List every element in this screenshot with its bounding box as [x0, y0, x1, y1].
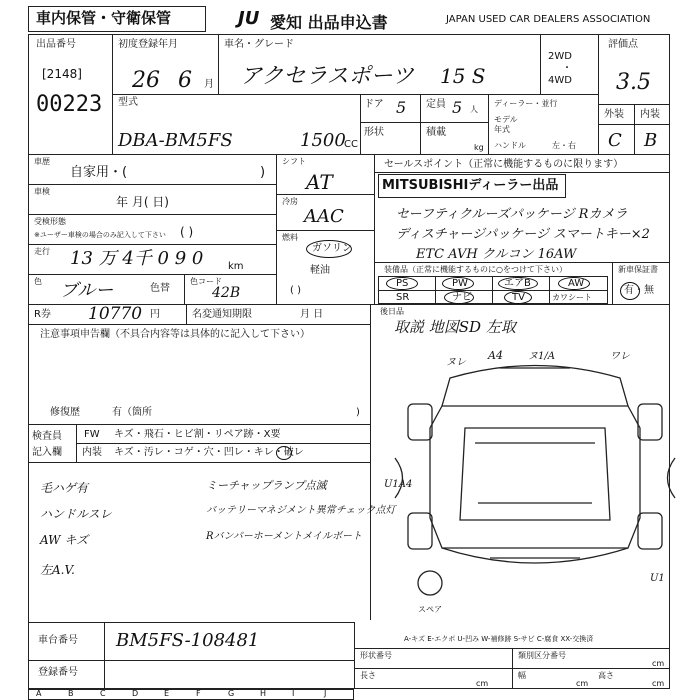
comment-left-4: 左A.V. — [40, 563, 75, 577]
interior-tag: 内装 — [82, 447, 102, 458]
month-unit: 月 — [204, 79, 214, 90]
receipt-paren: ( ) — [180, 225, 194, 239]
lot-label: 出品番号 — [36, 39, 76, 50]
name-change-value: 月 日 — [300, 309, 324, 320]
height-unit: cm — [652, 679, 665, 688]
comment-right-2: バッテリーマネジメント異常チェック点灯 — [206, 505, 396, 516]
inspector-label-1: 検査員 — [32, 431, 62, 442]
damage-mark-5: U1A4 — [384, 479, 413, 490]
interior-score: B — [644, 130, 658, 151]
kg-unit: kg — [474, 143, 484, 152]
model-label: 型式 — [118, 97, 138, 108]
score-value: 3.5 — [616, 70, 651, 95]
drive-sep: ・ — [562, 63, 572, 74]
model-year-sub: 年式 — [494, 125, 510, 134]
footer-cell-h: H — [260, 689, 267, 698]
handle-options: 左・右 — [552, 141, 576, 150]
footer-cell-g: G — [228, 689, 235, 698]
fuel-gasoline: ガソリン — [312, 243, 352, 254]
dealer-parallel-label: ディーラー・並行 — [494, 99, 558, 108]
repair-label: 修復歴 — [50, 407, 80, 418]
association-name: JAPAN USED CAR DEALERS ASSOCIATION — [446, 14, 651, 25]
recycle-value: 10770 — [88, 304, 143, 324]
capacity-label: 定員 — [426, 99, 446, 110]
load-label: 積載 — [426, 127, 446, 138]
shift-value: AT — [306, 170, 333, 194]
comment-left-2: ハンドルスレ — [40, 507, 112, 521]
fuel-label: 燃料 — [282, 233, 298, 242]
fuel-diesel: 軽油 — [310, 265, 330, 276]
equip-aw: AW — [568, 278, 585, 289]
circle-aw — [558, 277, 590, 290]
ac-value: AAC — [304, 206, 344, 227]
fw-options: キズ・飛石・ヒビ割・リペア跡・X要 — [114, 429, 281, 440]
model-value: DBA-BM5FS — [118, 130, 233, 151]
equip-leather: カワシート — [552, 293, 592, 302]
recycle-unit: 円 — [150, 309, 160, 320]
frame-value: BM5FS-108481 — [116, 630, 260, 651]
comment-right-3: Rバンパーホーメントメイルボート — [206, 531, 363, 542]
circle-tv — [504, 291, 532, 304]
footer-cell-j: J — [324, 689, 327, 698]
score-label: 評価点 — [608, 39, 638, 50]
circle-airbag — [498, 277, 538, 290]
exterior-label: 外装 — [604, 109, 624, 120]
interior-options: キズ・汚レ・コゲ・穴・凹レ・キレ・破レ — [114, 447, 304, 458]
circle-ps — [386, 277, 418, 290]
model-year-label: モデル — [494, 115, 518, 124]
comment-right-1: ミーチャップランプ点滅 — [206, 479, 327, 492]
height-label: 高さ — [598, 671, 614, 680]
inspector-label-2: 記入欄 — [32, 447, 62, 458]
damage-mark-2: A4 — [488, 349, 503, 362]
damage-mark-3: ヌ1/A — [528, 351, 555, 362]
handle-label: ハンドル — [494, 141, 526, 150]
drive-4wd: 4WD — [548, 75, 572, 86]
color-code-label: 色コード — [190, 277, 222, 286]
registration-label: 初度登録年月 — [118, 39, 178, 50]
repair-value: 有（箇所 — [112, 407, 152, 418]
inspection-label: 車検 — [34, 187, 50, 196]
repair-close: ) — [356, 407, 360, 418]
recycle-label: R券 — [34, 309, 51, 320]
warranty-circle — [620, 282, 640, 300]
shape-number-label: 形状番号 — [360, 651, 392, 660]
equip-pw: PW — [452, 278, 468, 289]
warranty-value: 有・無 — [624, 285, 654, 296]
spare-label: スペア — [418, 605, 442, 614]
name-change-label: 名変通知期限 — [192, 309, 252, 320]
footer-cell-d: D — [132, 689, 139, 698]
interior-label: 内装 — [640, 109, 660, 120]
sales-line-3: ETC AVH クルコン 16AW — [416, 247, 577, 262]
mileage-unit: km — [228, 261, 244, 272]
lot-subnumber: [2148] — [42, 67, 82, 81]
car-name: アクセラスポーツ — [240, 64, 414, 89]
notes-label: 注意事項申告欄（不具合内容等は具体的に記入して下さい） — [40, 329, 310, 340]
footer-cell-b: B — [68, 689, 74, 698]
registration-month: 6 — [178, 68, 192, 93]
equip-airbag: エアB — [504, 278, 531, 289]
drive-2wd: 2WD — [548, 51, 572, 62]
comment-left-1: 毛ハゲ有 — [40, 481, 89, 495]
equip-sr: SR — [396, 292, 410, 303]
damage-mark-6: U1 — [650, 573, 665, 584]
class-number-label: 類別区分番号 — [518, 651, 566, 660]
mileage-label: 走行 — [34, 247, 50, 256]
color-code-value: 42B — [212, 285, 241, 301]
class-unit: cm — [652, 659, 665, 668]
sales-line-1: セーフティクルーズパッケージ Rカメラ — [396, 207, 628, 222]
length-unit: cm — [476, 679, 489, 688]
circle-pw — [442, 277, 474, 290]
dealer-listing: MITSUBISHIディーラー出品 — [382, 178, 559, 193]
damage-legend: A-キズ E-エクボ U-凹み W-補修跡 S-サビ C-腐食 XX-交換済 — [404, 635, 594, 643]
mileage-value: 13 万 4千 0 9 0 — [70, 248, 204, 269]
car-grade: 15 S — [440, 64, 486, 88]
after-label: 後日品 — [380, 307, 404, 316]
damage-mark-1: ヌレ — [446, 357, 466, 368]
car-name-label: 車名・グレード — [224, 39, 294, 50]
history-value: 自家用・( — [70, 165, 128, 180]
car-body-diagram — [390, 348, 680, 598]
sales-line-2: ディスチャージパッケージ スマートキー×2 — [396, 227, 650, 242]
form-title: 愛知 出品申込書 — [270, 13, 388, 32]
equip-ps: PS — [396, 278, 409, 289]
equip-navi: ナビ — [452, 292, 472, 303]
displacement-value: 1500 — [300, 130, 346, 151]
damage-mark-4: ワレ — [610, 351, 630, 362]
footer-cell-f: F — [196, 689, 201, 698]
footer-strip — [28, 689, 354, 700]
comment-left-3: AW キズ — [40, 533, 89, 547]
cc-unit: CC — [344, 139, 358, 150]
footer-cell-c: C — [100, 689, 106, 698]
exterior-score: C — [608, 130, 622, 151]
interior-circle — [276, 446, 292, 460]
width-unit: cm — [576, 679, 589, 688]
capacity-value: 5 — [452, 98, 463, 117]
length-label: 長さ — [360, 671, 376, 680]
shape-label: 形状 — [364, 127, 384, 138]
door-value: 5 — [396, 98, 407, 117]
inspection-value: 年 月( 日) — [116, 195, 169, 209]
ac-label: 冷房 — [282, 197, 298, 206]
fuel-other: ( ) — [290, 285, 301, 296]
after-items: 取説 地図SD 左取 — [394, 318, 516, 336]
ju-logo: JU — [238, 8, 260, 29]
color-change-label: 色替 — [150, 283, 170, 294]
door-label: ドア — [364, 99, 384, 110]
lot-number: 00223 — [36, 92, 103, 117]
footer-cell-a: A — [36, 689, 42, 698]
sales-label: セールスポイント（正常に機能するものに限ります） — [384, 159, 624, 170]
circle-navi — [444, 291, 474, 304]
frame-label: 車台番号 — [38, 635, 78, 646]
shift-label: シフト — [282, 157, 306, 166]
history-label: 車歴 — [34, 157, 50, 166]
fw-tag: FW — [84, 429, 100, 440]
footer-cell-e: E — [164, 689, 170, 698]
storage-label: 車内保管・守衛保管 — [36, 9, 172, 27]
capacity-unit: 人 — [470, 105, 478, 114]
color-label: 色 — [34, 277, 42, 286]
equip-tv: TV — [512, 292, 525, 303]
equipment-label: 装備品（正常に機能するものに○をつけて下さい） — [384, 265, 567, 274]
receipt-label: 受検形態 — [34, 217, 66, 226]
warranty-label: 新車保証書 — [618, 265, 658, 274]
reg-number-label: 登録番号 — [38, 667, 78, 678]
receipt-note: ※ユーザー車検の場合のみ記入して下さい — [34, 231, 166, 239]
footer-cell-i: I — [292, 689, 295, 698]
color-value: ブルー — [60, 280, 114, 301]
width-label: 幅 — [518, 671, 526, 680]
registration-year: 26 — [132, 68, 160, 93]
history-close: ) — [260, 165, 266, 180]
